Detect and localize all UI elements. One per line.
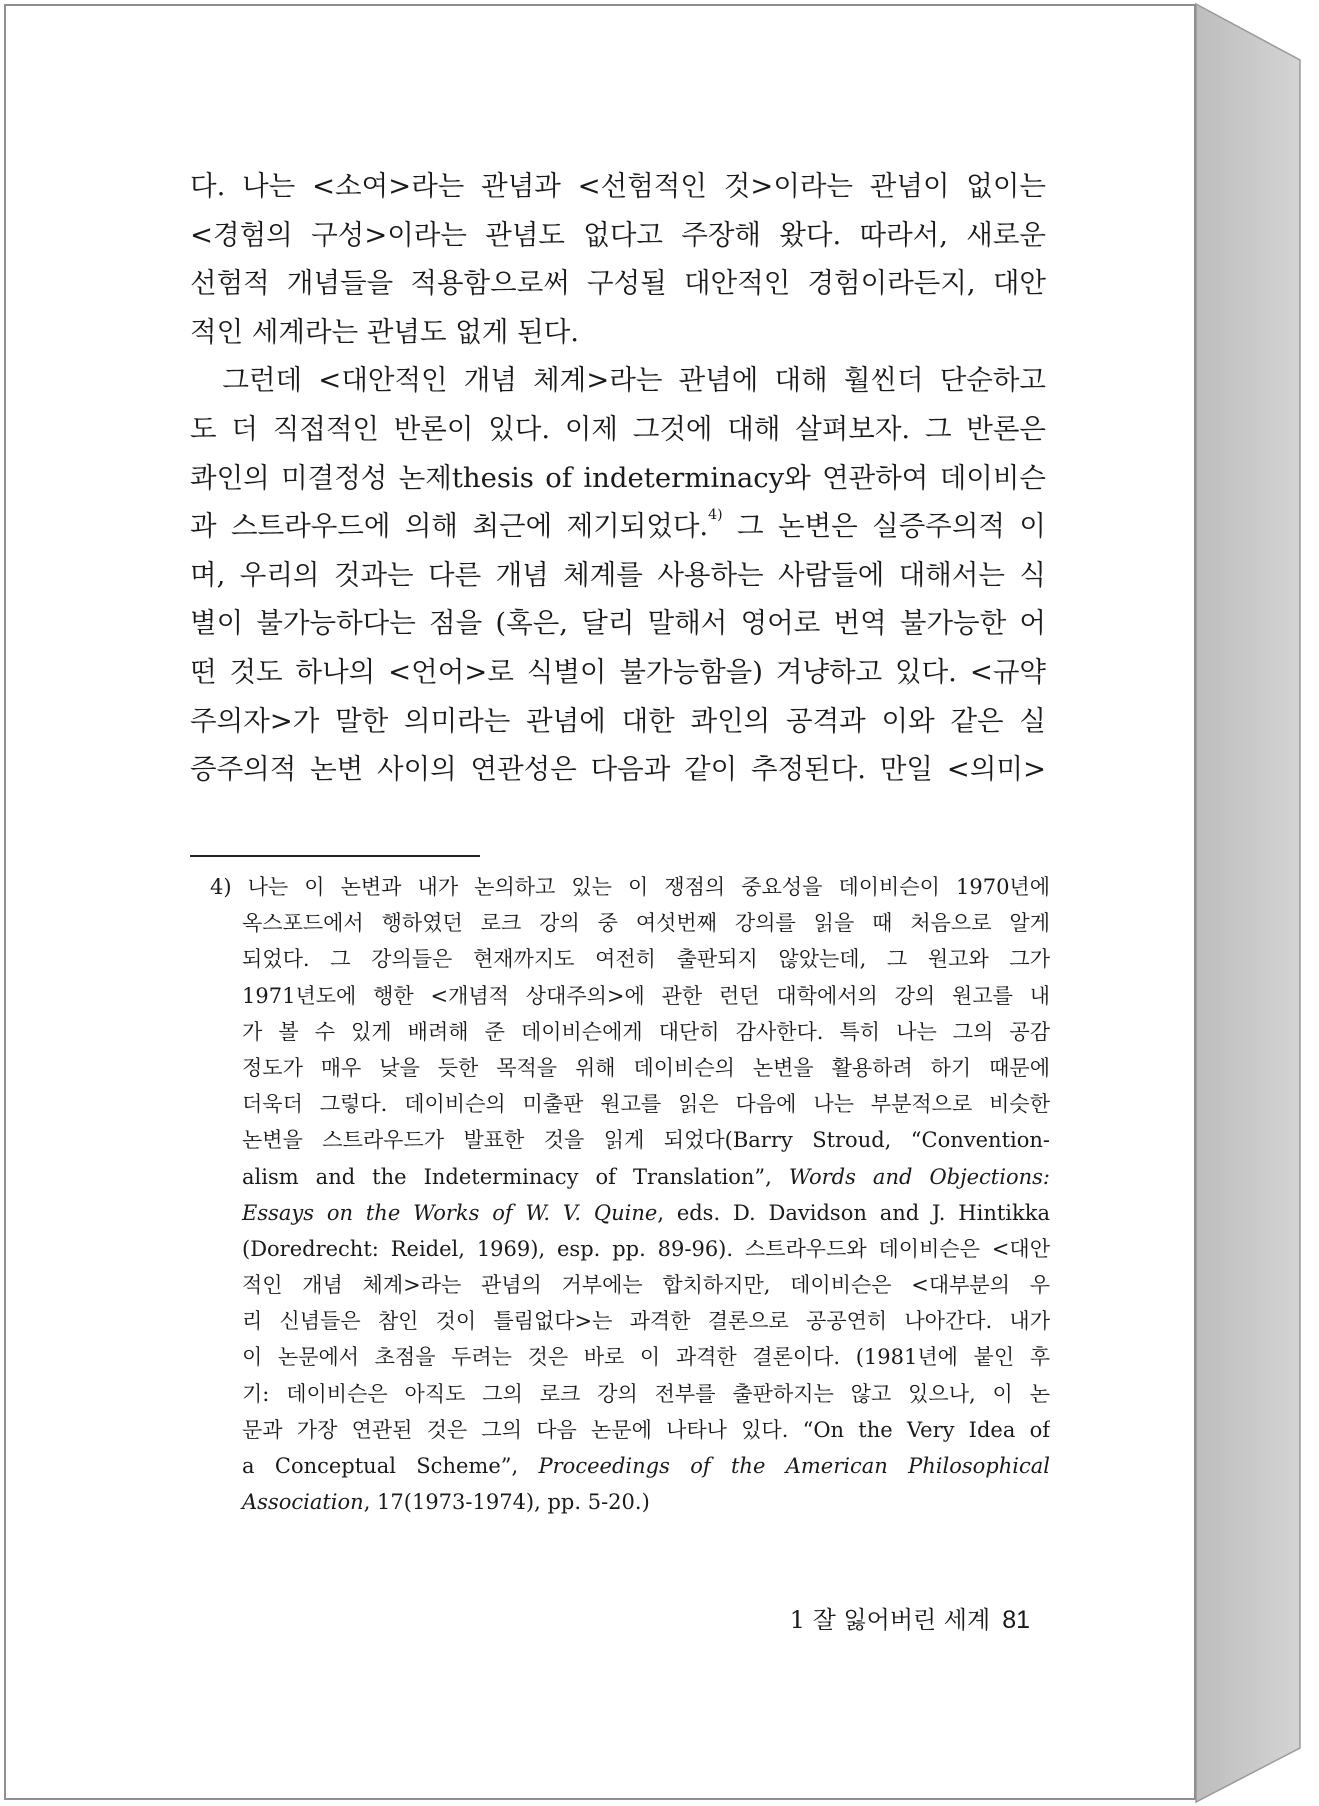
footnote-line — [210, 1484, 1050, 1520]
footnote-line: 1971년도에 행한 <개념적 상대주의>에 관한 런던 대학에서의 강의 원고를 내 — [242, 983, 1050, 1008]
main-body-text — [190, 162, 1046, 794]
body-line: 별이 불가능하다는 점을 (혹은, 달리 말해서 영어로 번역 불가능한 어 — [190, 607, 1046, 640]
footnote-book-title: Essays on the Works of W. V. Quine — [242, 1200, 658, 1225]
page-number: 81 — [1002, 1606, 1030, 1634]
body-line: 도 더 직접적인 반론이 있다. 이제 그것에 대해 살펴보자. 그 반론은 — [190, 412, 1046, 445]
footnote-journal-title: Proceedings of the American Philosophical — [538, 1454, 1050, 1478]
footnote-reference-marker: 4) — [708, 507, 723, 524]
footnote-text: a Conceptual Scheme”, — [242, 1454, 519, 1478]
footnote-text: alism and the Indeterminacy of Translation”, — [242, 1164, 772, 1189]
body-line: 적인 세계라는 관념도 없게 된다. — [190, 315, 580, 348]
footnote-journal-title: Association — [242, 1490, 364, 1515]
body-line-text: 그 논변은 실증주의적 이 — [722, 510, 1046, 543]
body-line: 떤 것도 하나의 <언어>로 식별이 불가능함을) 겨냥하고 있다. <규약 — [190, 655, 1046, 688]
footnote-line: (Doredrecht: Reidel, 1969), esp. pp. 89-96). 스트라우드와 데이비슨은 <대안 — [242, 1236, 1050, 1261]
running-footer — [770, 1600, 1030, 1635]
body-line: 콰인의 미결정성 논제thesis of indeterminacy와 연관하여 데이비슨 — [190, 461, 1046, 494]
body-line-with-footnote — [190, 502, 1046, 551]
footnote-text: , eds. D. Davidson and J. Hintikka — [657, 1200, 1050, 1225]
footnote-line: 이 논문에서 초점을 두려는 것은 바로 이 과격한 결론이다. (1981년에 붙인 후 — [242, 1345, 1050, 1370]
footnote-line: 리 신념들은 참인 것이 틀림없다>는 과격한 결론으로 공공연히 나아간다. 내가 — [242, 1309, 1050, 1334]
body-line: <경험의 구성>이라는 관념도 없다고 주장해 왔다. 따라서, 새로운 — [190, 218, 1046, 251]
footnote-line: 되었다. 그 강의들은 현재까지도 여전히 출판되지 않았는데, 그 원고와 그가 — [242, 947, 1050, 972]
body-line: 다. 나는 <소여>라는 관념과 <선험적인 것>이라는 관념이 없이는 — [190, 170, 1046, 202]
body-line: 증주의적 논변 사이의 연관성은 다음과 같이 추정된다. 만일 <의미> — [190, 753, 1046, 786]
footnote-text: , 17(1973-1974), pp. 5-20.) — [363, 1490, 650, 1515]
footnote-line — [210, 1159, 1050, 1195]
footnote-line: 가 볼 수 있게 배려해 준 데이비슨에게 대단히 감사한다. 특히 나는 그의 공감 — [242, 1019, 1050, 1044]
footnote-line: 문과 가장 연관된 것은 그의 다음 논문에 나타나 있다. “On the Very Idea of — [242, 1417, 1050, 1442]
footnote-book-title: Words and Objections: — [788, 1164, 1050, 1189]
body-line: 선험적 개념들을 적용함으로써 구성될 대안적인 경험이라든지, 대안 — [190, 267, 1046, 300]
footnote-line: 더욱더 그렇다. 데이비슨의 미출판 원고를 읽은 다음에 나는 부분적으로 비슷한 — [242, 1092, 1050, 1117]
chapter-title: 1 잘 잃어버린 세계 — [789, 1606, 991, 1634]
footnote-line: 논변을 스트라우드가 발표한 것을 읽게 되었다(Barry Stroud, “Convention- — [242, 1128, 1050, 1153]
footnote-separator-rule — [190, 855, 480, 857]
footnote-line — [210, 1448, 1050, 1484]
footnote-line: 적인 개념 체계>라는 관념의 거부에는 합치하지만, 데이비슨은 <대부분의 우 — [242, 1273, 1050, 1298]
footnote-block — [210, 869, 1050, 1520]
body-line: 그런데 <대안적인 개념 체계>라는 관념에 대해 훨씬더 단순하고 — [190, 364, 1046, 397]
footnote-line — [210, 1195, 1050, 1231]
footnote-line: 옥스포드에서 행하였던 로크 강의 중 여섯번째 강의를 읽을 때 처음으로 알게 — [242, 911, 1050, 936]
body-line: 며, 우리의 것과는 다른 개념 체계를 사용하는 사람들에 대해서는 식 — [190, 558, 1046, 591]
footnote-line: 정도가 매우 낮을 듯한 목적을 위해 데이비슨의 논변을 활용하려 하기 때문에 — [242, 1055, 1050, 1080]
body-line: 주의자>가 말한 의미라는 관념에 대한 콰인의 공격과 이와 같은 실 — [190, 704, 1046, 737]
footnote-line: 기: 데이비슨은 아직도 그의 로크 강의 전부를 출판하지는 않고 있으나, 이 논 — [242, 1381, 1050, 1406]
body-line-text: 과 스트라우드에 의해 최근에 제기되었다. — [190, 510, 709, 543]
footnote-line: 4) 나는 이 논변과 내가 논의하고 있는 이 쟁점의 중요성을 데이비슨이 1970년에 — [210, 875, 1050, 899]
